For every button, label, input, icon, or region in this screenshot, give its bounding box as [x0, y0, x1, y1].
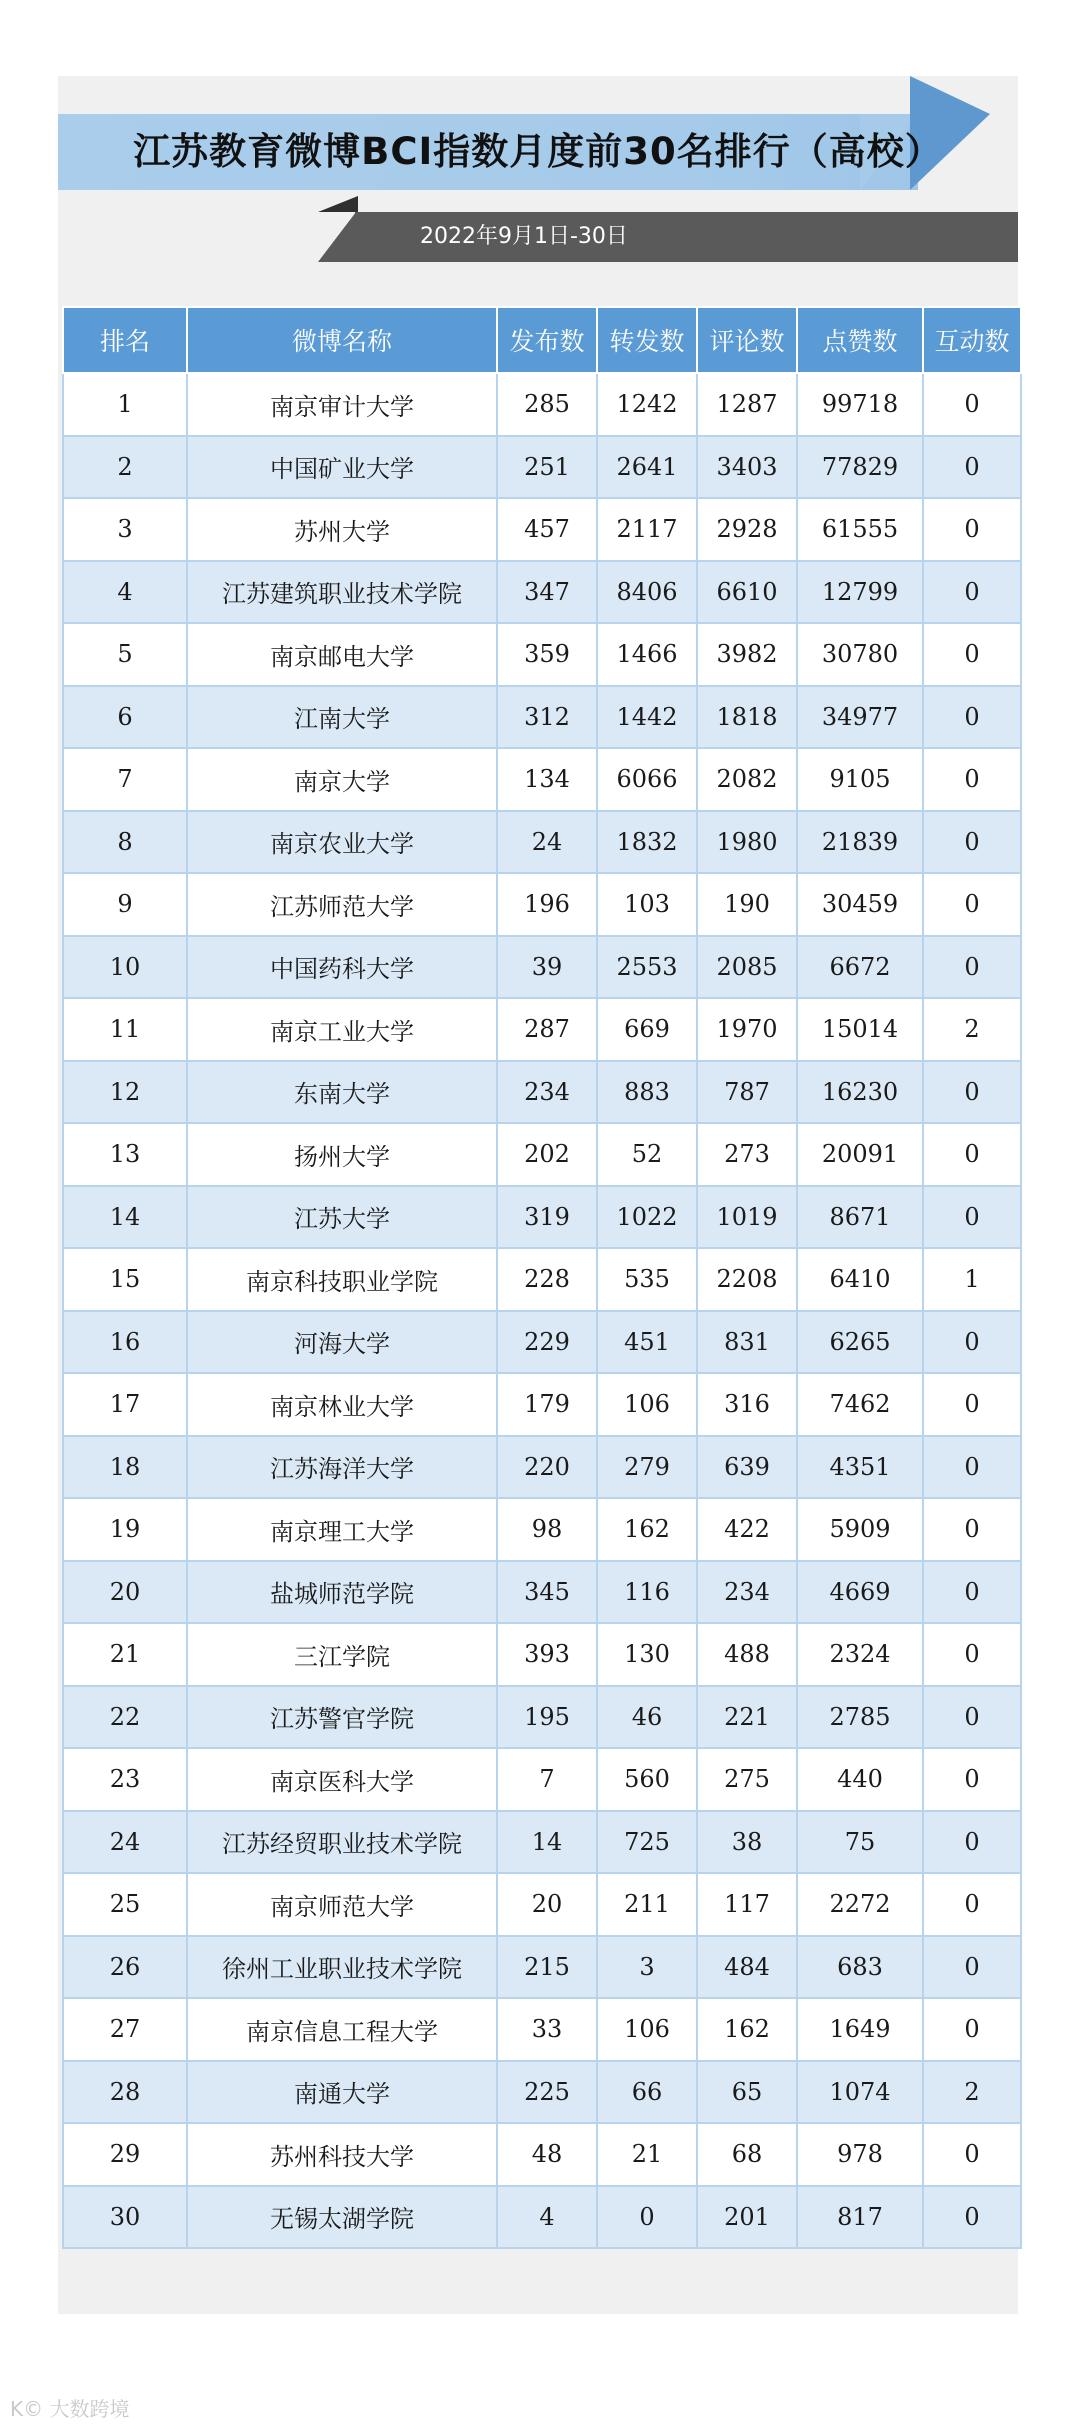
university-name-cell: 徐州工业职业技术学院: [187, 1936, 497, 1999]
table-cell: 2: [923, 2061, 1021, 2124]
table-cell: 2785: [797, 1686, 923, 1749]
table-cell: 201: [697, 2186, 797, 2249]
table-cell: 21839: [797, 811, 923, 874]
table-row: [63, 811, 1021, 874]
column-header: 微博名称: [187, 307, 497, 373]
table-cell: 347: [497, 561, 597, 624]
table-cell: 0: [923, 1061, 1021, 1124]
table-cell: 0: [923, 373, 1021, 436]
table-cell: 1649: [797, 1998, 923, 2061]
table-cell: 46: [597, 1686, 697, 1749]
table-cell: 6410: [797, 1248, 923, 1311]
table-cell: 211: [597, 1873, 697, 1936]
university-name-cell: 苏州大学: [187, 498, 497, 561]
table-cell: 22: [63, 1686, 187, 1749]
table-cell: 316: [697, 1373, 797, 1436]
table-cell: 2: [923, 998, 1021, 1061]
table-cell: 196: [497, 873, 597, 936]
university-name-cell: 中国矿业大学: [187, 436, 497, 499]
university-name-cell: 苏州科技大学: [187, 2123, 497, 2186]
university-name-cell: 南京科技职业学院: [187, 1248, 497, 1311]
table-cell: 0: [923, 1123, 1021, 1186]
table-cell: 9: [63, 873, 187, 936]
table-cell: 669: [597, 998, 697, 1061]
table-cell: 21: [63, 1623, 187, 1686]
table-cell: 23: [63, 1748, 187, 1811]
university-name-cell: 南京医科大学: [187, 1748, 497, 1811]
table-row: [63, 1811, 1021, 1874]
table-cell: 639: [697, 1436, 797, 1499]
table-cell: 202: [497, 1123, 597, 1186]
university-name-cell: 南京林业大学: [187, 1373, 497, 1436]
table-cell: 234: [697, 1561, 797, 1624]
table-cell: 345: [497, 1561, 597, 1624]
table-cell: 3403: [697, 436, 797, 499]
table-cell: 725: [597, 1811, 697, 1874]
table-cell: 1287: [697, 373, 797, 436]
table-cell: 7: [63, 748, 187, 811]
table-cell: 14: [63, 1186, 187, 1249]
table-cell: 1: [63, 373, 187, 436]
table-cell: 0: [923, 1686, 1021, 1749]
university-name-cell: 江苏大学: [187, 1186, 497, 1249]
table-cell: 6: [63, 686, 187, 749]
table-cell: 9105: [797, 748, 923, 811]
table-cell: 221: [697, 1686, 797, 1749]
table-cell: 0: [923, 873, 1021, 936]
table-cell: 27: [63, 1998, 187, 2061]
table-cell: 12799: [797, 561, 923, 624]
table-cell: 8: [63, 811, 187, 874]
table-cell: 2272: [797, 1873, 923, 1936]
university-name-cell: 扬州大学: [187, 1123, 497, 1186]
table-cell: 7: [497, 1748, 597, 1811]
table-cell: 190: [697, 873, 797, 936]
table-cell: 1818: [697, 686, 797, 749]
table-cell: 20091: [797, 1123, 923, 1186]
university-name-cell: 南京理工大学: [187, 1498, 497, 1561]
table-cell: 13: [63, 1123, 187, 1186]
watermark: K© 大数跨境: [10, 2397, 130, 2421]
date-bar-edge: [318, 212, 356, 262]
university-name-cell: 南京农业大学: [187, 811, 497, 874]
table-cell: 33: [497, 1998, 597, 2061]
table-cell: 20: [63, 1561, 187, 1624]
table-row: [63, 373, 1021, 436]
table-row: [63, 2123, 1021, 2186]
column-header: 发布数: [497, 307, 597, 373]
table-cell: 0: [923, 1498, 1021, 1561]
table-cell: 228: [497, 1248, 597, 1311]
table-row: [63, 1311, 1021, 1374]
university-name-cell: 中国药科大学: [187, 936, 497, 999]
table-cell: 220: [497, 1436, 597, 1499]
table-row: [63, 873, 1021, 936]
table-row: [63, 1873, 1021, 1936]
table-cell: 162: [597, 1498, 697, 1561]
table-cell: 287: [497, 998, 597, 1061]
table-cell: 2208: [697, 1248, 797, 1311]
table-cell: 0: [923, 1186, 1021, 1249]
university-name-cell: 南京大学: [187, 748, 497, 811]
table-cell: 8406: [597, 561, 697, 624]
university-name-cell: 三江学院: [187, 1623, 497, 1686]
university-name-cell: 南京审计大学: [187, 373, 497, 436]
table-row: [63, 1248, 1021, 1311]
table-cell: 251: [497, 436, 597, 499]
table-cell: 28: [63, 2061, 187, 2124]
table-row: [63, 2061, 1021, 2124]
table-cell: 319: [497, 1186, 597, 1249]
table-row: [63, 1123, 1021, 1186]
table-cell: 195: [497, 1686, 597, 1749]
table-row: [63, 561, 1021, 624]
table-cell: 68: [697, 2123, 797, 2186]
table-cell: 3: [597, 1936, 697, 1999]
university-name-cell: 江苏海洋大学: [187, 1436, 497, 1499]
table-cell: 25: [63, 1873, 187, 1936]
table-cell: 6610: [697, 561, 797, 624]
table-cell: 106: [597, 1373, 697, 1436]
table-cell: 560: [597, 1748, 697, 1811]
table-cell: 0: [923, 1436, 1021, 1499]
table-cell: 30: [63, 2186, 187, 2249]
table-row: [63, 1561, 1021, 1624]
table-row: [63, 1936, 1021, 1999]
university-name-cell: 无锡太湖学院: [187, 2186, 497, 2249]
table-cell: 4351: [797, 1436, 923, 1499]
table-cell: 7462: [797, 1373, 923, 1436]
table-cell: 3: [63, 498, 187, 561]
table-cell: 65: [697, 2061, 797, 2124]
table-cell: 225: [497, 2061, 597, 2124]
table-cell: 0: [923, 1373, 1021, 1436]
university-name-cell: 江苏师范大学: [187, 873, 497, 936]
table-cell: 0: [923, 748, 1021, 811]
column-header: 点赞数: [797, 307, 923, 373]
table-cell: 106: [597, 1998, 697, 2061]
table-row: [63, 1186, 1021, 1249]
table-cell: 38: [697, 1811, 797, 1874]
table-cell: 535: [597, 1248, 697, 1311]
table-cell: 15014: [797, 998, 923, 1061]
table-cell: 0: [923, 1873, 1021, 1936]
university-name-cell: 南京邮电大学: [187, 623, 497, 686]
table-cell: 12: [63, 1061, 187, 1124]
column-header: 互动数: [923, 307, 1021, 373]
table-cell: 24: [497, 811, 597, 874]
table-cell: 6265: [797, 1311, 923, 1374]
table-cell: 6672: [797, 936, 923, 999]
table-cell: 0: [923, 936, 1021, 999]
table-cell: 5909: [797, 1498, 923, 1561]
table-cell: 1980: [697, 811, 797, 874]
column-header: 转发数: [597, 307, 697, 373]
table-cell: 0: [923, 1561, 1021, 1624]
table-row: [63, 748, 1021, 811]
table-cell: 24: [63, 1811, 187, 1874]
table-row: [63, 1686, 1021, 1749]
table-cell: 1022: [597, 1186, 697, 1249]
table-cell: 0: [923, 1998, 1021, 2061]
table-row: [63, 2186, 1021, 2249]
university-name-cell: 江苏建筑职业技术学院: [187, 561, 497, 624]
table-cell: 422: [697, 1498, 797, 1561]
table-cell: 488: [697, 1623, 797, 1686]
table-row: [63, 436, 1021, 499]
university-name-cell: 南京信息工程大学: [187, 1998, 497, 2061]
university-name-cell: 南通大学: [187, 2061, 497, 2124]
table-cell: 103: [597, 873, 697, 936]
table-cell: 2641: [597, 436, 697, 499]
table-cell: 18: [63, 1436, 187, 1499]
university-name-cell: 江苏警官学院: [187, 1686, 497, 1749]
table-cell: 2082: [697, 748, 797, 811]
table-cell: 99718: [797, 373, 923, 436]
table-cell: 77829: [797, 436, 923, 499]
table-cell: 4669: [797, 1561, 923, 1624]
table-row: [63, 623, 1021, 686]
university-name-cell: 河海大学: [187, 1311, 497, 1374]
table-cell: 0: [923, 2123, 1021, 2186]
table-cell: 4: [63, 561, 187, 624]
table-cell: 15: [63, 1248, 187, 1311]
table-row: [63, 936, 1021, 999]
table-cell: 179: [497, 1373, 597, 1436]
table-cell: 20: [497, 1873, 597, 1936]
table-cell: 1019: [697, 1186, 797, 1249]
table-cell: 0: [597, 2186, 697, 2249]
table-cell: 116: [597, 1561, 697, 1624]
university-name-cell: 南京工业大学: [187, 998, 497, 1061]
university-name-cell: 东南大学: [187, 1061, 497, 1124]
table-row: [63, 1436, 1021, 1499]
ranking-table: [62, 306, 1022, 2249]
table-row: [63, 1061, 1021, 1124]
table-cell: 34977: [797, 686, 923, 749]
table-cell: 831: [697, 1311, 797, 1374]
table-cell: 440: [797, 1748, 923, 1811]
table-header-row: [63, 307, 1021, 373]
table-cell: 484: [697, 1936, 797, 1999]
table-cell: 0: [923, 1936, 1021, 1999]
table-cell: 215: [497, 1936, 597, 1999]
table-cell: 393: [497, 1623, 597, 1686]
table-cell: 817: [797, 2186, 923, 2249]
table-cell: 275: [697, 1748, 797, 1811]
table-cell: 787: [697, 1061, 797, 1124]
table-cell: 162: [697, 1998, 797, 2061]
table-cell: 279: [597, 1436, 697, 1499]
table-cell: 883: [597, 1061, 697, 1124]
table-row: [63, 1498, 1021, 1561]
university-name-cell: 江苏经贸职业技术学院: [187, 1811, 497, 1874]
table-cell: 2: [63, 436, 187, 499]
table-cell: 26: [63, 1936, 187, 1999]
table-cell: 30780: [797, 623, 923, 686]
table-cell: 2085: [697, 936, 797, 999]
table-cell: 1074: [797, 2061, 923, 2124]
table-cell: 98: [497, 1498, 597, 1561]
university-name-cell: 江南大学: [187, 686, 497, 749]
table-cell: 0: [923, 2186, 1021, 2249]
page-title: 江苏教育微博BCI指数月度前30名排行（高校）: [133, 130, 943, 173]
table-cell: 285: [497, 373, 597, 436]
table-row: [63, 1748, 1021, 1811]
table-cell: 0: [923, 623, 1021, 686]
date-bar-fold: [318, 196, 358, 212]
table-cell: 52: [597, 1123, 697, 1186]
table-cell: 8671: [797, 1186, 923, 1249]
table-cell: 0: [923, 498, 1021, 561]
table-cell: 117: [697, 1873, 797, 1936]
table-cell: 1: [923, 1248, 1021, 1311]
table-cell: 17: [63, 1373, 187, 1436]
table-cell: 11: [63, 998, 187, 1061]
table-cell: 29: [63, 2123, 187, 2186]
table-cell: 21: [597, 2123, 697, 2186]
table-cell: 0: [923, 1623, 1021, 1686]
table-cell: 229: [497, 1311, 597, 1374]
table-cell: 4: [497, 2186, 597, 2249]
table-cell: 61555: [797, 498, 923, 561]
column-header: 排名: [63, 307, 187, 373]
table-cell: 66: [597, 2061, 697, 2124]
table-cell: 234: [497, 1061, 597, 1124]
date-range: 2022年9月1日-30日: [420, 224, 628, 249]
column-header: 评论数: [697, 307, 797, 373]
university-name-cell: 盐城师范学院: [187, 1561, 497, 1624]
table-cell: 683: [797, 1936, 923, 1999]
table-row: [63, 498, 1021, 561]
table-cell: 2324: [797, 1623, 923, 1686]
table-row: [63, 1623, 1021, 1686]
table-cell: 39: [497, 936, 597, 999]
table-row: [63, 686, 1021, 749]
table-cell: 16: [63, 1311, 187, 1374]
university-name-cell: 南京师范大学: [187, 1873, 497, 1936]
table-row: [63, 1373, 1021, 1436]
table-cell: 3982: [697, 623, 797, 686]
table-cell: 10: [63, 936, 187, 999]
table-row: [63, 1998, 1021, 2061]
table-cell: 5: [63, 623, 187, 686]
table-cell: 273: [697, 1123, 797, 1186]
table-cell: 16230: [797, 1061, 923, 1124]
table-cell: 457: [497, 498, 597, 561]
table-cell: 0: [923, 686, 1021, 749]
table-cell: 1832: [597, 811, 697, 874]
table-cell: 0: [923, 1748, 1021, 1811]
table-cell: 359: [497, 623, 597, 686]
table-cell: 130: [597, 1623, 697, 1686]
table-cell: 75: [797, 1811, 923, 1874]
table-cell: 14: [497, 1811, 597, 1874]
table-cell: 451: [597, 1311, 697, 1374]
table-cell: 0: [923, 436, 1021, 499]
table-cell: 0: [923, 561, 1021, 624]
table-cell: 1242: [597, 373, 697, 436]
table-cell: 0: [923, 1311, 1021, 1374]
table-cell: 2928: [697, 498, 797, 561]
table-body: [63, 373, 1021, 2248]
table-cell: 19: [63, 1498, 187, 1561]
table-row: [63, 998, 1021, 1061]
table-cell: 6066: [597, 748, 697, 811]
table-cell: 1442: [597, 686, 697, 749]
table-cell: 1970: [697, 998, 797, 1061]
table-cell: 312: [497, 686, 597, 749]
table-cell: 0: [923, 1811, 1021, 1874]
table-cell: 2553: [597, 936, 697, 999]
table-cell: 48: [497, 2123, 597, 2186]
table-cell: 978: [797, 2123, 923, 2186]
table-cell: 1466: [597, 623, 697, 686]
table-cell: 2117: [597, 498, 697, 561]
table-cell: 30459: [797, 873, 923, 936]
table-cell: 0: [923, 811, 1021, 874]
table-cell: 134: [497, 748, 597, 811]
